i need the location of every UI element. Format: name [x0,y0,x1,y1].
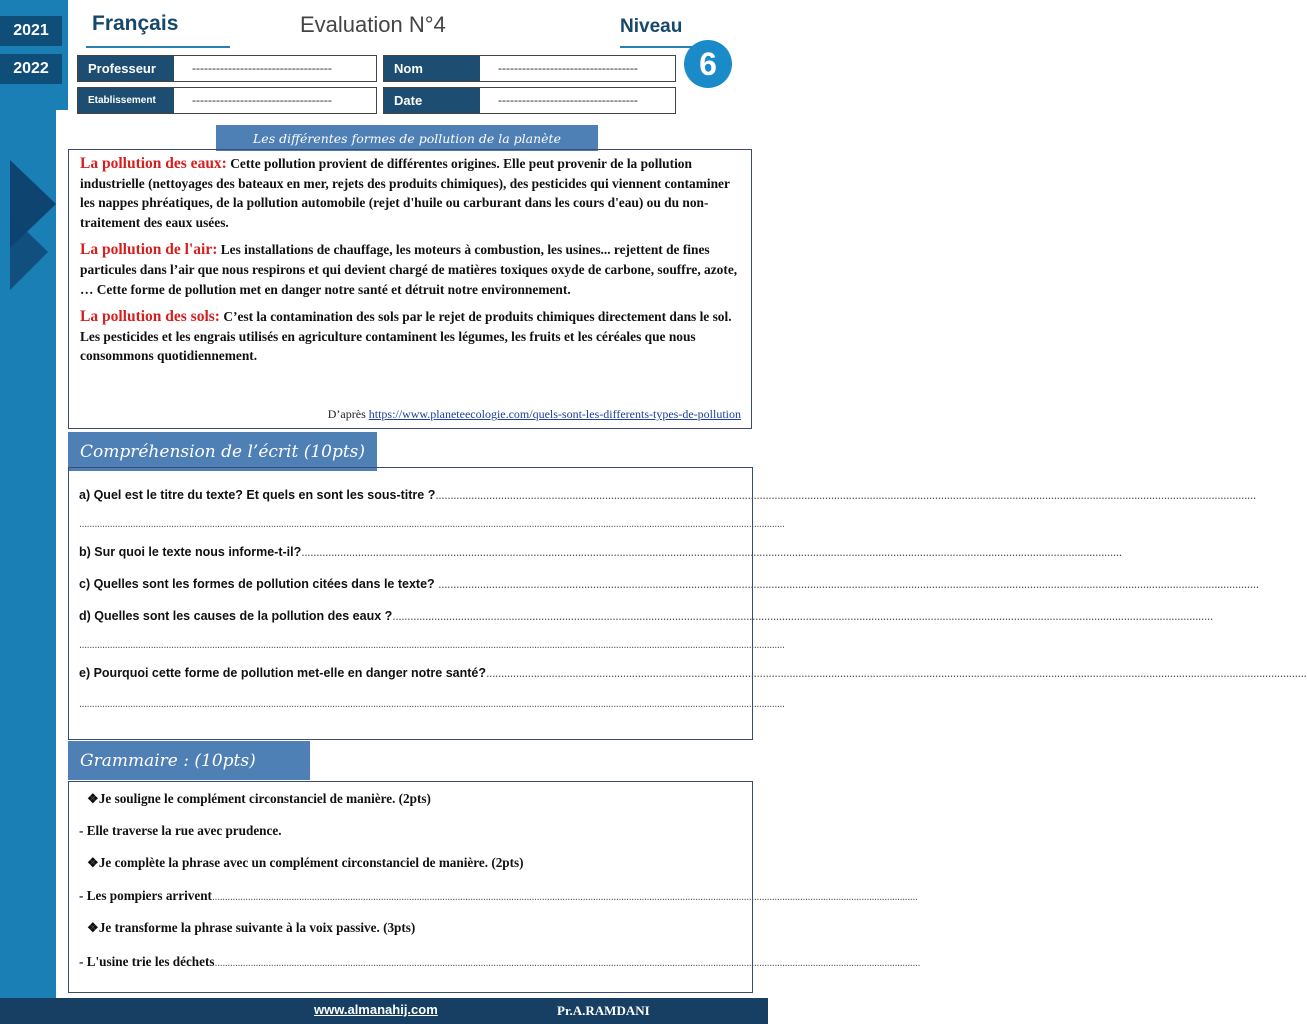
etablissement-label: Etablissement [78,88,174,113]
paragraph-eaux [80,154,741,232]
answer-dots[interactable]: .................................................................................................................................................................................................................................................................................... [211,891,918,903]
question-b-text: b) Sur quoi le texte nous informe-t-il? [79,545,302,559]
year-end: 2022 [0,54,62,84]
paragraph-eaux-heading: La pollution des eaux: [80,155,227,172]
grammaire-box [68,781,921,993]
level-label: Niveau [620,16,683,37]
professeur-field[interactable] [77,55,377,82]
question-e [79,666,1307,680]
left-ribbon [0,0,68,1000]
question-d-text: d) Quelles sont les causes de la pollution des eaux ? [79,609,393,623]
professeur-value[interactable]: ----------------------------------- [192,61,332,75]
paragraph-air-heading: La pollution de l'air: [80,241,218,259]
footer [0,998,768,1024]
paragraph-sols [80,307,741,366]
question-a [79,488,1256,502]
question-a-text: a) Quel est le titre du texte? Et quels en sont les sous-titre ? [79,488,436,502]
footer-site-link[interactable]: www.almanahij.com [314,1002,438,1017]
answer-line-a[interactable]: .................................................................................................................................................................................................................................................................................... [79,518,785,530]
level-badge: 6 [684,40,732,88]
text-title: Les différentes formes de pollution de la planète [216,125,598,151]
answer-dots[interactable]: .................................................................................................................................................................................................................................................................................... [486,666,1307,680]
nom-label: Nom [384,56,480,81]
grammaire-title: Grammaire : (10pts) [68,741,310,780]
answer-dots[interactable]: .................................................................................................................................................................................................................................................................................... [214,957,921,969]
answer-dots[interactable]: .................................................................................................................................................................................................................................................................................... [438,577,1259,591]
answer-dots[interactable]: .................................................................................................................................................................................................................................................................................... [435,488,1256,502]
date-value[interactable]: ----------------------------------- [498,93,638,107]
question-e-text: e) Pourquoi cette forme de pollution met-elle en danger notre santé? [79,666,486,680]
paragraph-sols-heading: La pollution des sols: [80,308,220,326]
evaluation-title: Evaluation N°4 [300,12,446,37]
year-start: 2021 [0,16,62,46]
professeur-label: Professeur [78,56,174,81]
subject-underline [86,46,230,48]
grammaire-sentence-3 [79,954,921,970]
source-prefix: D’après [327,407,366,421]
text-box [68,149,752,429]
source-line [328,407,741,422]
nom-value[interactable]: ----------------------------------- [498,61,638,75]
etablissement-field[interactable] [77,87,377,114]
comprehension-title: Compréhension de l’écrit (10pts) [68,432,377,471]
grammaire-instruction-3: ❖Je transforme la phrase suivante à la voix passive. (3pts) [87,920,416,935]
answer-dots[interactable]: .................................................................................................................................................................................................................................................................................... [301,545,1122,559]
answer-line-e[interactable]: .................................................................................................................................................................................................................................................................................... [79,698,785,710]
paragraph-air [80,240,741,299]
question-c [79,577,1259,591]
grammaire-sentence-1: - Elle traverse la rue avec prudence. [79,823,282,838]
subject-title: Français [92,12,179,35]
question-b [79,545,1122,559]
paragraph-sols-body: C’est la contamination des sols par le rejet de produits chimiques directement dans le sol. Les pesticides et les engrais utilisés en agriculture contaminent les légumes, les fruits et les céréales que nous consommons quotidiennement. [80,309,732,364]
source-link[interactable]: https://www.planeteecologie.com/quels-sont-les-differents-types-de-pollution [368,407,741,421]
comprehension-box [68,467,1307,740]
question-c-text: c) Quelles sont les formes de pollution citées dans le texte? [79,577,435,591]
paragraph-air-body: Les installations de chauffage, les moteurs à combustion, les usines... rejettent de fines particules dans l’air que nous respirons et qui devient chargé de matières toxiques oxyde de carbone, souffre, azote, … Cette forme de pollution met en danger notre santé et détruit notre environnement. [80,242,738,297]
answer-line-d[interactable]: .................................................................................................................................................................................................................................................................................... [79,639,785,651]
date-field[interactable] [383,87,676,114]
question-d [79,609,1213,623]
grammaire-instruction-1: ❖Je souligne le complément circonstanciel de manière. (2pts) [87,791,431,806]
ribbon-arrows [0,0,68,1000]
paragraph-eaux-body: Cette pollution provient de différentes origines. Elle peut provenir de la pollution industrielle (nettoyages des bateaux en mer, rejets des produits chimiques), des pesticides qui viennent contaminer les nappes phréatiques, de la pollution automobile (rejet d'huile ou carburant dans les cours d'eau) ou du non-traitement des eaux usées. [80,156,730,230]
answer-dots[interactable]: .................................................................................................................................................................................................................................................................................... [392,609,1213,623]
date-label: Date [384,88,480,113]
etablissement-value[interactable]: ----------------------------------- [192,93,332,107]
nom-field[interactable] [383,55,676,82]
footer-author: Pr.A.RAMDANI [557,1003,650,1018]
grammaire-sentence-3-text: - L'usine trie les déchets [79,954,215,969]
grammaire-sentence-2 [79,888,918,904]
grammaire-instruction-2: ❖Je complète la phrase avec un complément circonstanciel de manière. (2pts) [87,855,524,870]
grammaire-sentence-2-text: - Les pompiers arrivent [79,888,212,903]
